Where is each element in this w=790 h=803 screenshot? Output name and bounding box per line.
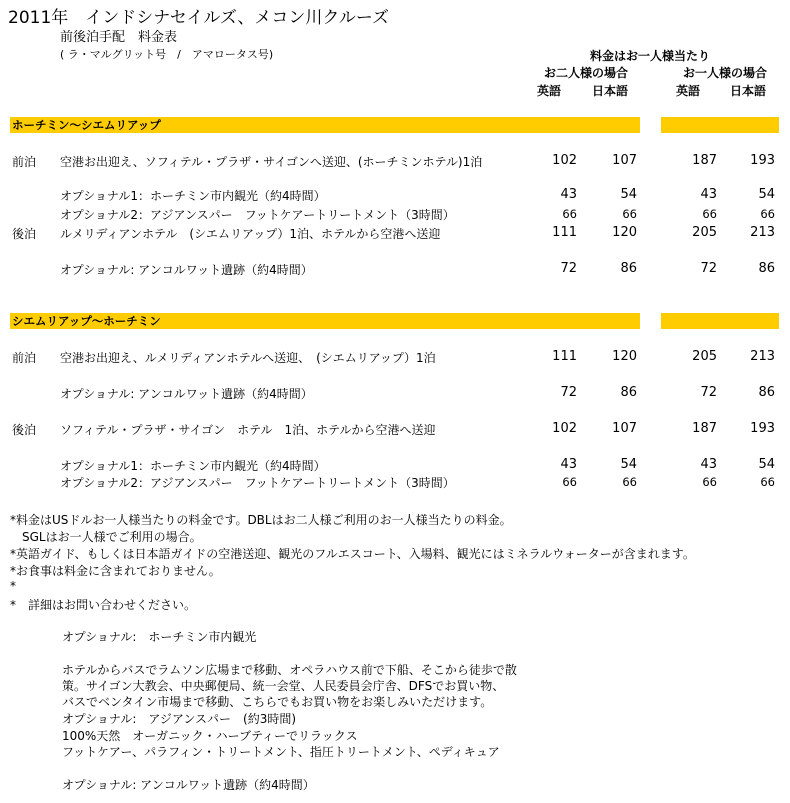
two-person-header: お二人様の場合 [544,66,629,80]
price-cell: 43 [560,457,577,472]
price-cell: 213 [750,225,775,240]
price-cell: 66 [702,207,717,221]
price-cell: 193 [750,421,775,436]
row-label: 前泊 [12,155,37,169]
row-label: 後泊 [12,423,37,437]
price-cell: 187 [692,153,717,168]
price-cell: 120 [612,225,637,240]
note-line: * [10,579,16,593]
price-cell: 102 [552,421,577,436]
price-cell: 43 [700,457,717,472]
section-title-hcm-siemreap: ホーチミン～シエムリアップ [12,118,161,132]
row-desc: オプショナル2：アジアンスパー フットケアートリートメント（3時間） [60,476,455,490]
price-cell: 54 [758,457,775,472]
detail-title-angkor: オプショナル: アンコルワット遺跡（約4時間） [62,778,315,792]
col-header-en-1: 英語 [676,84,701,98]
price-cell: 111 [552,225,577,240]
detail-title-spa: オプショナル: アジアンスパー (約3時間) [62,712,297,726]
price-cell: 187 [692,421,717,436]
ship-names: ( ラ・マルグリット号 / アマロータス号) [60,48,274,61]
row-desc: オプショナル2：アジアンスパー フットケアートリートメント（3時間） [60,208,455,222]
one-person-header: お一人様の場合 [683,66,768,80]
price-cell: 86 [758,261,775,276]
price-cell: 120 [612,349,637,364]
row-desc: 空港お出迎え、ソフィテル・プラザ・サイゴンへ送迎、(ホーチミンホテル)1泊 [60,155,483,169]
price-cell: 66 [760,207,775,221]
detail-line: フットケアー、パラフィン・トリートメント、指圧トリートメント、ペディキュア [62,745,500,759]
price-cell: 54 [758,187,775,202]
price-cell: 86 [620,261,637,276]
note-line: SGLはお一人様でご利用の場合。 [10,530,202,544]
price-cell: 86 [620,385,637,400]
note-line: * 詳細はお問い合わせください。 [10,598,197,612]
price-cell: 107 [612,421,637,436]
price-cell: 111 [552,349,577,364]
detail-title-hcm: オプショナル: ホーチミン市内観光 [62,630,257,644]
price-cell: 102 [552,153,577,168]
price-cell: 66 [562,207,577,221]
detail-line: ホテルからバスでラムソン広場まで移動、オペラハウス前で下船、そこから徒歩で散 [62,663,517,677]
row-desc: ルメリディアンホテル (シエムリアップ）1泊、ホテルから空港へ送迎 [60,227,441,241]
price-cell: 43 [560,187,577,202]
price-cell: 66 [760,475,775,489]
price-cell: 66 [622,475,637,489]
col-header-jp-1: 日本語 [730,84,767,98]
row-desc: ソフィテル・プラザ・サイゴン ホテル 1泊、ホテルから空港へ送迎 [60,423,436,437]
row-desc: オプショナル1：ホーチミン市内観光（約4時間） [60,189,326,203]
col-header-jp-2: 日本語 [592,84,629,98]
note-line: *お食事は料金に含まれておりません。 [10,564,221,578]
page-title: 2011年 インドシナセイルズ、メコン川クルーズ [8,8,390,28]
section-band-2-right [661,313,779,329]
price-cell: 86 [758,385,775,400]
section-title-siemreap-hcm: シエムリアップ～ホーチミン [12,314,161,328]
detail-line: 策。サイゴン大教会、中央郵便局、統一会堂、人民委員会庁舎、DFSでお買い物、 [62,679,505,693]
price-cell: 205 [692,349,717,364]
price-cell: 193 [750,153,775,168]
section-band-1-right [661,117,779,133]
page-subtitle: 前後泊手配 料金表 [60,30,178,45]
price-cell: 72 [560,261,577,276]
row-desc: オプショナル: アンコルワット遺跡（約4時間） [60,387,313,401]
price-cell: 43 [700,187,717,202]
col-header-en-2: 英語 [537,84,562,98]
price-cell: 107 [612,153,637,168]
row-label: 後泊 [12,227,37,241]
price-cell: 205 [692,225,717,240]
row-desc: オプショナル1：ホーチミン市内観光（約4時間） [60,459,326,473]
note-line: *料金はUSドルお一人様当たりの料金です。DBLはお二人様ご利用のお一人様当たりの料金。 [10,513,512,527]
row-desc: オプショナル: アンコルワット遺跡（約4時間） [60,263,313,277]
row-desc: 空港お出迎え、ルメリディアンホテルへ送迎、 (シエムリアップ）1泊 [60,351,436,365]
price-cell: 213 [750,349,775,364]
price-cell: 54 [620,187,637,202]
detail-line: 100%天然 オーガニック・ハーブティーでリラックス [62,729,358,743]
price-cell: 66 [702,475,717,489]
price-per-person-label: 料金はお一人様当たり [590,49,711,63]
price-cell: 54 [620,457,637,472]
price-cell: 72 [700,261,717,276]
row-label: 前泊 [12,351,37,365]
price-cell: 66 [562,475,577,489]
price-cell: 66 [622,207,637,221]
price-cell: 72 [560,385,577,400]
note-line: *英語ガイド、もしくは日本語ガイドの空港送迎、観光のフルエスコート、入場料、観光にはミネラルウォーターが含まれます。 [10,547,695,561]
price-cell: 72 [700,385,717,400]
detail-line: バスでベンタイン市場まで移動、こちらでもお買い物をお楽しみいただけます。 [62,695,493,709]
